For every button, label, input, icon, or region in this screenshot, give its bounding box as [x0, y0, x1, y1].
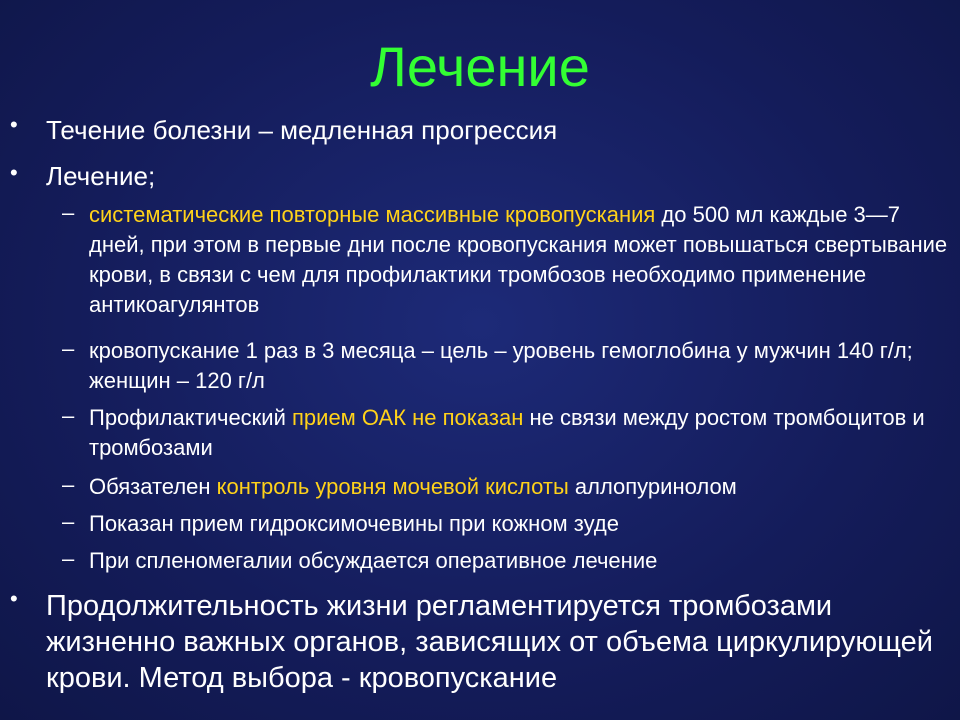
bullet-1-text: Течение болезни – медленная прогрессия: [46, 115, 558, 145]
sub-1-rest: до 500 мл каждые 3—7 дней, при этом в первые дни после кровопускания может повышаться свертывание крови, в связи с чем для профилактики тромбозов необходимо применение антикоагулянтов: [89, 202, 948, 317]
sub-4-highlight: контроль уровня мочевой кислоты: [216, 474, 569, 499]
sub-3-pre: Профилактический: [89, 405, 292, 430]
bullet-2-marker: •: [10, 160, 18, 185]
sub-1-highlight: систематические повторные массивные кровопускания: [89, 202, 656, 227]
sub-5-text: Показан прием гидроксимочевины при кожном зуде: [89, 511, 619, 536]
bullet-1-marker: •: [10, 112, 18, 137]
sub-3-post: не связи между ростом тромбоцитов и тромбозами: [89, 405, 925, 460]
sub-1-dash: –: [62, 200, 75, 225]
sub-1-text: [89, 200, 949, 320]
bullet-3-marker: •: [10, 586, 18, 611]
sub-3-dash: –: [62, 403, 75, 428]
slide-title: Лечение: [370, 35, 590, 98]
sub-5-dash: –: [62, 509, 75, 534]
bullet-2-text: Лечение;: [46, 161, 156, 191]
sub-4-post: аллопуринолом: [568, 474, 737, 499]
sub-3-highlight: прием ОАК не показан: [292, 405, 524, 430]
sub-6-dash: –: [62, 546, 75, 571]
sub-3-text: [89, 403, 949, 463]
sub-4-dash: –: [62, 472, 75, 497]
bullet-3-text: Продолжительность жизни регламентируется тромбозами жизненно важных органов, зависящих от объема циркулирующей крови. Метод выбора - кровопускание: [46, 590, 933, 694]
sub-4-pre: Обязателен: [89, 474, 217, 499]
sub-2-text: кровопускание 1 раз в 3 месяца – цель – уровень гемоглобина у мужчин 140 г/л; женщин – 120 г/л: [89, 338, 913, 393]
sub-6-text: При спленомегалии обсуждается оперативное лечение: [89, 548, 658, 573]
sub-2-dash: –: [62, 336, 75, 361]
sub-4-text: [89, 472, 949, 502]
